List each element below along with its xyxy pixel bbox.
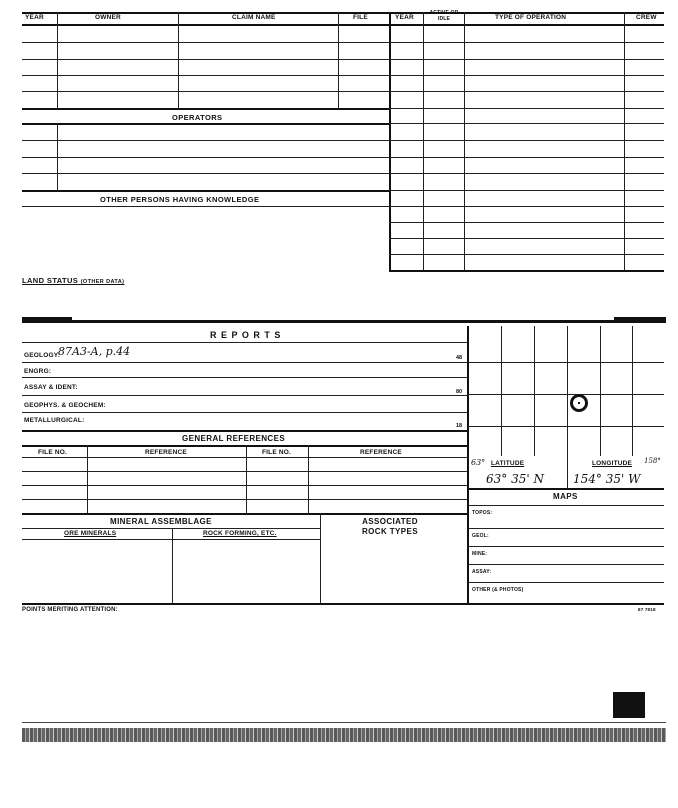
geophys-label: GEOPHYS. & GEOCHEM: xyxy=(24,402,106,409)
maps-title: MAPS xyxy=(553,492,578,501)
scan-noise-bar xyxy=(22,728,666,742)
separator-bar-right-end xyxy=(614,317,666,323)
metallurgical-page-num: 18 xyxy=(456,423,463,429)
associated-rock-types-label: ASSOCIATED ROCK TYPES xyxy=(361,517,418,536)
header-year: YEAR xyxy=(25,14,44,21)
other-persons-label: OTHER PERSONS HAVING KNOWLEDGE xyxy=(100,195,260,204)
longitude-value: 154° 35' W xyxy=(573,472,641,486)
points-meriting-attention-label: POINTS MERITING ATTENTION: xyxy=(22,607,118,613)
scan-black-block xyxy=(613,692,645,718)
geology-label: GEOLOGY: xyxy=(24,352,61,359)
engrg-label: ENGRG: xyxy=(24,368,52,375)
right-panel-divider xyxy=(467,326,469,604)
header-file: FILE xyxy=(353,14,368,21)
general-references-title: GENERAL REFERENCES xyxy=(182,434,286,443)
separator-bar-left-end xyxy=(22,317,72,323)
operators-label: OPERATORS xyxy=(172,113,223,122)
gr-file-no-1: FILE NO. xyxy=(38,449,68,456)
gr-reference-2: REFERENCE xyxy=(360,449,402,456)
mineral-assemblage-title: MINERAL ASSEMBLAGE xyxy=(110,517,212,526)
geology-page-num: 48 xyxy=(456,355,463,361)
maps-assay-label: ASSAY: xyxy=(472,569,492,575)
reports-title: R E P O R T S xyxy=(210,330,282,340)
longitude-label: LONGITUDE xyxy=(592,460,633,467)
header-year-2: YEAR xyxy=(395,14,414,21)
maps-other-label: OTHER (& PHOTOS) xyxy=(472,587,524,593)
latitude-value: 63° 35' N xyxy=(486,472,544,486)
assay-page-num: 80 xyxy=(456,389,463,395)
ore-minerals-label: ORE MINERALS xyxy=(64,530,117,537)
separator-bar xyxy=(22,320,666,323)
assay-ident-label: ASSAY & IDENT: xyxy=(24,384,78,391)
latitude-label: LATITUDE xyxy=(491,460,525,467)
form-code: 87 7818 xyxy=(638,607,656,612)
longitude-degree-suffix: 158° xyxy=(644,457,661,465)
maps-topos-label: TOPOS: xyxy=(472,510,493,516)
gr-reference-1: REFERENCE xyxy=(145,449,187,456)
header-type-of-operation: TYPE OF OPERATION xyxy=(495,14,567,21)
header-owner: OWNER xyxy=(95,14,121,21)
maps-mine-label: MINE: xyxy=(472,551,488,557)
land-status-title: LAND STATUS xyxy=(22,276,79,285)
gr-file-no-2: FILE NO. xyxy=(262,449,292,456)
rock-forming-label: ROCK FORMING, ETC. xyxy=(203,530,277,537)
maps-geol-label: GEOL: xyxy=(472,533,489,539)
land-status-label xyxy=(22,276,124,285)
header-active-or-idle: ACTIVE OR IDLE xyxy=(429,10,459,22)
header-crew: CREW xyxy=(636,14,657,21)
land-status-subtitle: (OTHER DATA) xyxy=(80,279,125,285)
latitude-degree-prefix: 63° xyxy=(471,458,486,467)
geology-value: 87A3-A, p.44 xyxy=(58,345,131,358)
metallurgical-label: METALLURGICAL: xyxy=(24,417,85,424)
location-marker-dot xyxy=(578,402,580,404)
header-claim-name: CLAIM NAME xyxy=(232,14,276,21)
scan-noise-line xyxy=(22,722,666,723)
